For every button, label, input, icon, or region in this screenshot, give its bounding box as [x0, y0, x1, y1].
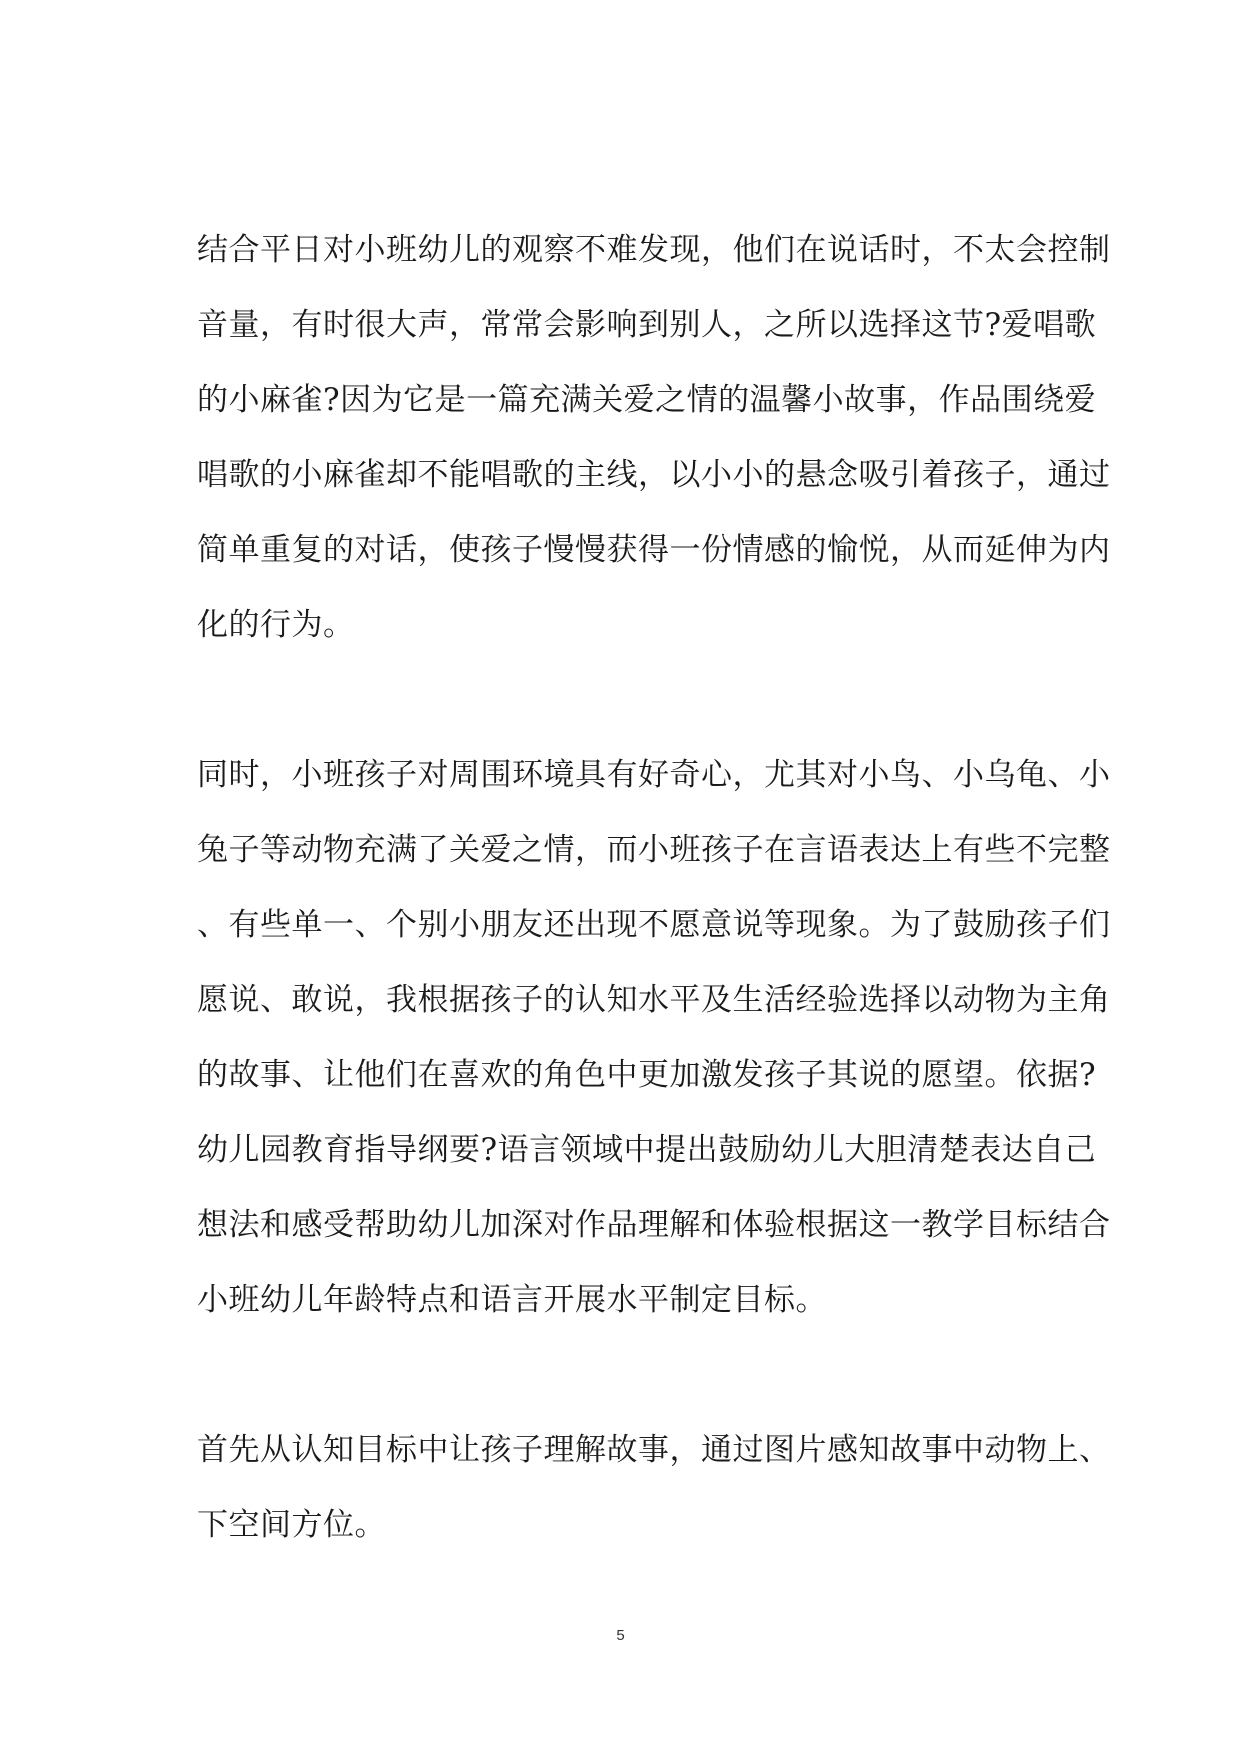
paragraph-line: 的小麻雀?因为它是一篇充满关爱之情的温馨小故事，作品围绕爱 [197, 382, 1097, 418]
page-number: 5 [616, 1627, 625, 1644]
paragraph-line: 简单重复的对话，使孩子慢慢获得一份情感的愉悦，从而延伸为内 [197, 532, 1111, 568]
paragraph-line: 小班幼儿年龄特点和语言开展水平制定目标。 [197, 1282, 827, 1318]
paragraph-line: 、有些单一、个别小朋友还出现不愿意说等现象。为了鼓励孩子们 [197, 907, 1111, 943]
paragraph-line: 幼儿园教育指导纲要?语言领域中提出鼓励幼儿大胆清楚表达自己 [197, 1132, 1097, 1168]
paragraph-line: 结合平日对小班幼儿的观察不难发现，他们在说话时，不太会控制 [197, 232, 1111, 268]
paragraph-line: 首先从认知目标中让孩子理解故事，通过图片感知故事中动物上、 [197, 1432, 1111, 1468]
paragraph-line: 下空间方位。 [197, 1507, 386, 1543]
paragraph-line: 的故事、让他们在喜欢的角色中更加激发孩子其说的愿望。依据? [197, 1057, 1097, 1093]
paragraph-line: 愿说、敢说，我根据孩子的认知水平及生活经验选择以动物为主角 [197, 982, 1111, 1018]
paragraph-line: 唱歌的小麻雀却不能唱歌的主线，以小小的悬念吸引着孩子，通过 [197, 457, 1111, 493]
paragraph-line: 化的行为。 [197, 607, 355, 643]
paragraph-line: 同时，小班孩子对周围环境具有好奇心，尤其对小鸟、小乌龟、小 [197, 757, 1111, 793]
paragraph-line: 兔子等动物充满了关爱之情，而小班孩子在言语表达上有些不完整 [197, 832, 1111, 868]
paragraph-line: 想法和感受帮助幼儿加深对作品理解和体验根据这一教学目标结合 [197, 1207, 1111, 1243]
paragraph-line: 音量，有时很大声，常常会影响到别人，之所以选择这节?爱唱歌 [197, 307, 1097, 343]
